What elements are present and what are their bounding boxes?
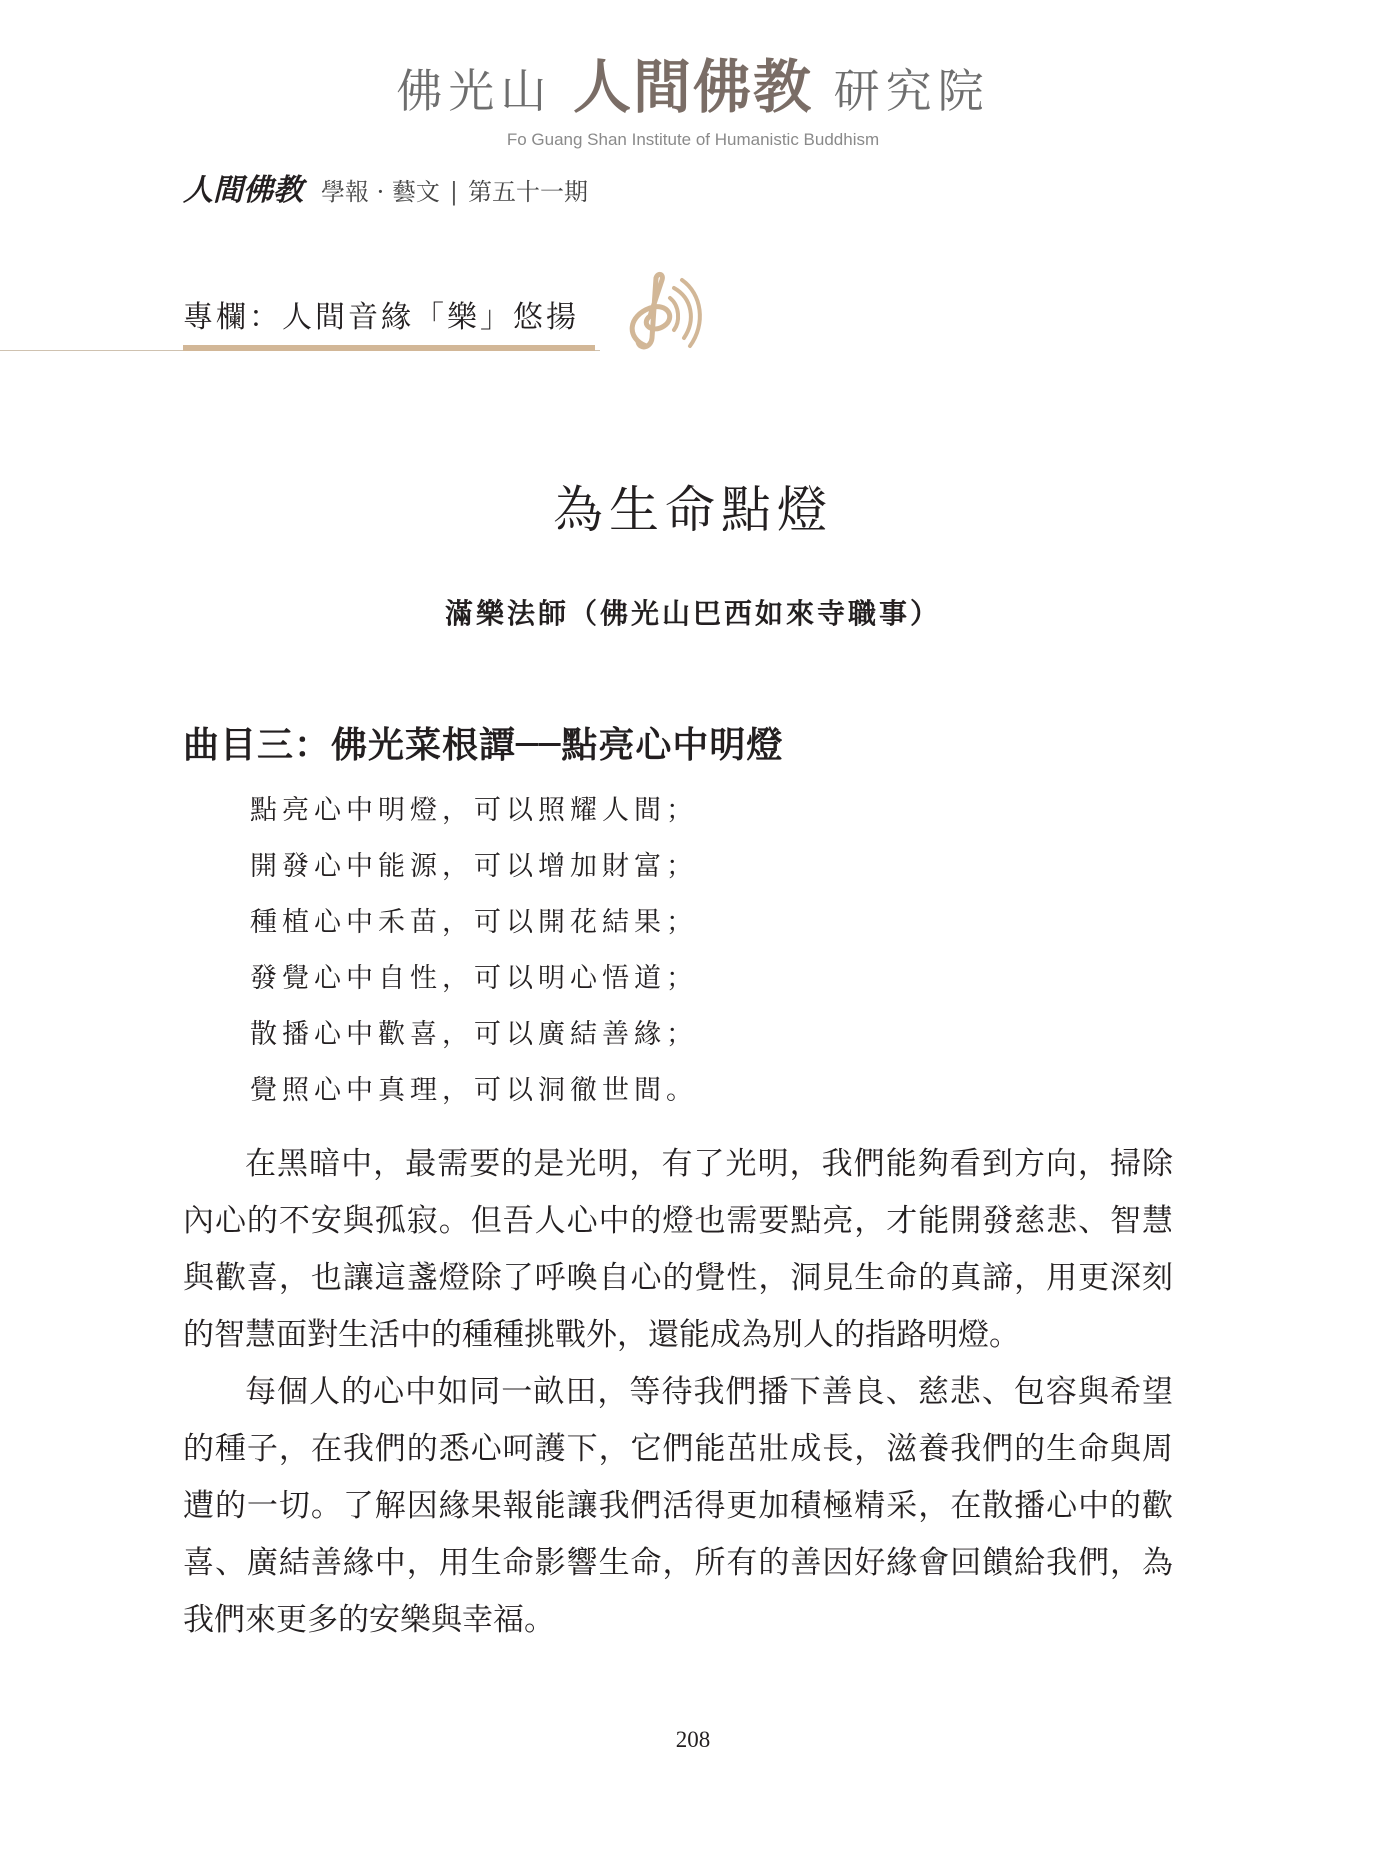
institute-name-right: 研究院 bbox=[833, 64, 990, 118]
article-body bbox=[183, 1136, 1173, 1649]
journal-header bbox=[183, 165, 588, 209]
institute-logo bbox=[0, 40, 1386, 150]
journal-brand: 人間佛教 bbox=[183, 173, 303, 208]
institute-english-name: Fo Guang Shan Institute of Humanistic Buddhism bbox=[506, 130, 880, 149]
journal-separator: | bbox=[449, 178, 458, 206]
institute-name bbox=[0, 40, 1386, 124]
body-paragraph: 在黑暗中，最需要的是光明，有了光明，我們能夠看到方向，掃除內心的不安與孤寂。但吾人心中的燈也需要點亮，才能開發慈悲、智慧與歡喜，也讓這盞燈除了呼喚自心的覺性，洞見生命的真諦，用更深刻的智慧面對生活中的種種挑戰外，還能成為別人的指路明燈。 bbox=[183, 1146, 1173, 1353]
verse-list bbox=[250, 783, 698, 1119]
verse-line: 發覺心中自性，可以明心悟道； bbox=[250, 963, 698, 994]
section-heading: 曲目三：佛光菜根譚──點亮心中明燈 bbox=[183, 724, 784, 766]
column-label: 專欄：人間音緣「樂」悠揚 bbox=[183, 300, 579, 335]
verse-line: 種植心中禾苗，可以開花結果； bbox=[250, 907, 698, 938]
treble-clef-icon bbox=[616, 268, 706, 358]
institute-name-left: 佛光山 bbox=[396, 64, 553, 118]
article-title: 為生命點燈 bbox=[553, 481, 833, 539]
verse-line: 覺照心中真理，可以洞徹世間。 bbox=[250, 1075, 698, 1106]
page-number: 208 bbox=[675, 1727, 711, 1752]
verse-line: 點亮心中明燈，可以照耀人間； bbox=[250, 795, 698, 826]
column-underline bbox=[183, 345, 595, 351]
article-author: 滿樂法師（佛光山巴西如來寺職事） bbox=[444, 597, 941, 630]
verse-line: 散播心中歡喜，可以廣結善緣； bbox=[250, 1019, 698, 1050]
journal-name: 學報 · 藝文 bbox=[321, 178, 440, 206]
journal-issue: 第五十一期 bbox=[467, 178, 588, 206]
body-paragraph: 每個人的心中如同一畝田，等待我們播下善良、慈悲、包容與希望的種子，在我們的悉心呵護下，它們能茁壯成長，滋養我們的生命與周遭的一切。了解因緣果報能讓我們活得更加積極精采，在散播心中的歡喜、廣結善緣中，用生命影響生命，所有的善因好緣會回饋給我們，為我們來更多的安樂與幸福。 bbox=[183, 1374, 1173, 1638]
institute-name-brand: 人間佛教 bbox=[572, 53, 813, 121]
verse-line: 開發心中能源，可以增加財富； bbox=[250, 851, 698, 882]
